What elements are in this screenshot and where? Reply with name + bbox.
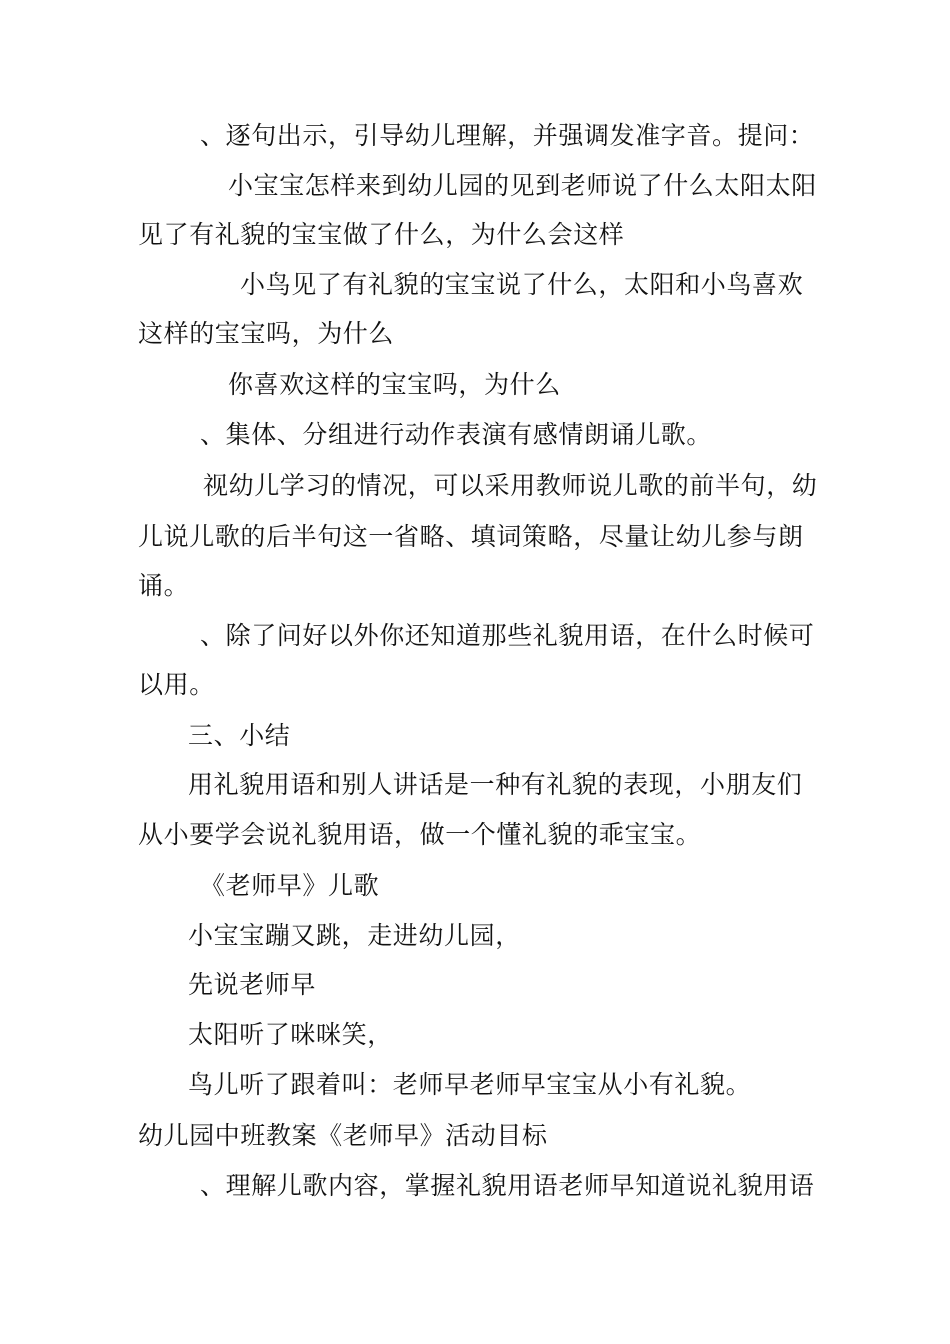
text-line: 见了有礼貌的宝宝做了什么，为什么会这样 — [138, 220, 625, 249]
text-line: 视幼儿学习的情况，可以采用教师说儿歌的前半句，幼 — [203, 471, 818, 500]
poem-line: 小宝宝蹦又跳，走进幼儿园， — [188, 921, 521, 950]
text-line: 诵。 — [138, 571, 190, 600]
text-line: 用礼貌用语和别人讲话是一种有礼貌的表现，小朋友们 — [188, 770, 803, 799]
text-line: 、除了问好以外你还知道那些礼貌用语，在什么时候可 — [200, 621, 815, 650]
text-line: 小鸟见了有礼貌的宝宝说了什么，太阳和小鸟喜欢 — [240, 270, 804, 299]
text-line: 这样的宝宝吗，为什么 — [138, 319, 395, 348]
text-line: 儿说儿歌的后半句这一省略、填词策略，尽量让幼儿参与朗 — [138, 522, 804, 551]
poem-title: 《老师早》儿歌 — [200, 871, 380, 900]
section-title: 幼儿园中班教案《老师早》活动目标 — [138, 1121, 548, 1150]
text-line: 、逐句出示，引导幼儿理解，并强调发准字音。提问： — [200, 121, 815, 150]
text-line: 你喜欢这样的宝宝吗，为什么 — [228, 370, 561, 399]
poem-line: 鸟儿听了跟着叫：老师早老师早宝宝从小有礼貌。 — [188, 1070, 752, 1099]
poem-line: 先说老师早 — [188, 970, 317, 999]
poem-line: 太阳听了咪咪笑， — [188, 1020, 393, 1049]
text-line: 、理解儿歌内容，掌握礼貌用语老师早知道说礼貌用语 — [200, 1171, 815, 1200]
text-line: 、集体、分组进行动作表演有感情朗诵儿歌。 — [200, 420, 713, 449]
text-line: 以用。 — [138, 670, 215, 699]
section-heading: 三、小结 — [188, 721, 291, 750]
text-line: 从小要学会说礼貌用语，做一个懂礼貌的乖宝宝。 — [138, 820, 702, 849]
text-line: 小宝宝怎样来到幼儿园的见到老师说了什么太阳太阳 — [228, 171, 817, 200]
